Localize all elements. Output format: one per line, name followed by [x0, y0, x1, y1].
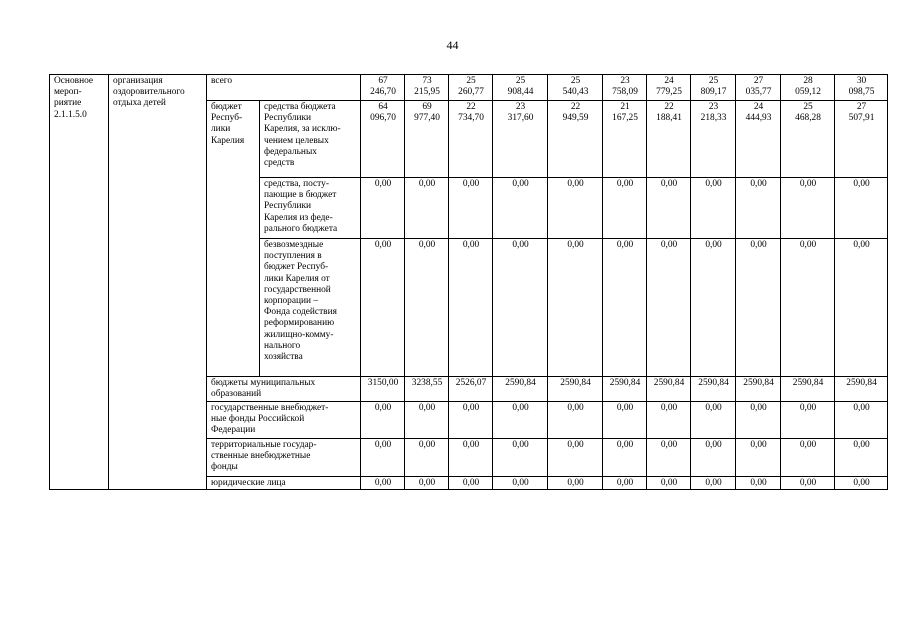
table-cell: 0,00	[548, 178, 603, 239]
table-cell: 3238,55	[405, 377, 449, 402]
table-cell: 2590,84	[736, 377, 781, 402]
table-cell: 0,00	[405, 178, 449, 239]
table-cell: 2590,84	[548, 377, 603, 402]
table-cell: 25 809,17	[691, 75, 736, 101]
table-cell: 23 758,09	[603, 75, 647, 101]
table-cell: 24 779,25	[647, 75, 691, 101]
table-cell: 0,00	[493, 402, 548, 439]
table-cell: 0,00	[361, 239, 405, 377]
table-cell: 0,00	[493, 239, 548, 377]
table-cell: 0,00	[781, 239, 835, 377]
table-cell: 0,00	[691, 477, 736, 490]
table-cell: 0,00	[449, 239, 493, 377]
table-cell: 0,00	[449, 439, 493, 477]
row-label: средства бюджета Республики Карелия, за исклю- чением целевых федеральных средств	[260, 101, 361, 178]
row-label: территориальные государ- ственные внебюджетные фонды	[207, 439, 361, 477]
row-label: средства, посту- пающие в бюджет Республики Карелия из феде- рального бюджета	[260, 178, 361, 239]
table-cell: 22 188,41	[647, 101, 691, 178]
table-cell: 25 468,28	[781, 101, 835, 178]
table-cell: 0,00	[449, 477, 493, 490]
table-cell: 0,00	[647, 239, 691, 377]
table-cell: 0,00	[736, 178, 781, 239]
table-cell: 0,00	[781, 178, 835, 239]
table-cell: 2526,07	[449, 377, 493, 402]
table-cell: 28 059,12	[781, 75, 835, 101]
table-cell: 73 215,95	[405, 75, 449, 101]
table-cell: 2590,84	[691, 377, 736, 402]
table-cell: 0,00	[361, 402, 405, 439]
table-cell: 22 734,70	[449, 101, 493, 178]
table-cell: 22 949,59	[548, 101, 603, 178]
table-cell: 25 908,44	[493, 75, 548, 101]
table-cell: 27 507,91	[835, 101, 888, 178]
table-cell: 0,00	[603, 239, 647, 377]
table-cell: 25 540,43	[548, 75, 603, 101]
table-cell: 0,00	[493, 178, 548, 239]
table-cell: 0,00	[603, 439, 647, 477]
row-label: бюджеты муниципальных образований	[207, 377, 361, 402]
table-cell: 0,00	[736, 402, 781, 439]
table-cell: 0,00	[691, 178, 736, 239]
table-cell: 69 977,40	[405, 101, 449, 178]
row-label: юридические лица	[207, 477, 361, 490]
table-cell: 0,00	[548, 239, 603, 377]
table-cell: 3150,00	[361, 377, 405, 402]
table-cell: 0,00	[781, 439, 835, 477]
table-cell: 0,00	[781, 477, 835, 490]
table-cell: 0,00	[736, 439, 781, 477]
row-label: всего	[207, 75, 361, 101]
table-cell: 0,00	[736, 477, 781, 490]
table-cell: 2590,84	[835, 377, 888, 402]
table-cell: 0,00	[603, 477, 647, 490]
table-cell: 0,00	[603, 178, 647, 239]
table-cell: 0,00	[647, 178, 691, 239]
table-cell: 0,00	[835, 439, 888, 477]
table-cell: 2590,84	[647, 377, 691, 402]
table-cell: 0,00	[691, 439, 736, 477]
table-cell: 0,00	[603, 402, 647, 439]
table-cell: 0,00	[835, 477, 888, 490]
table-cell: 0,00	[647, 439, 691, 477]
table-cell: 0,00	[736, 239, 781, 377]
table-cell: 0,00	[405, 477, 449, 490]
table-cell: 67 246,70	[361, 75, 405, 101]
table-cell: 2590,84	[603, 377, 647, 402]
financing-table	[49, 74, 888, 490]
table-cell: 30 098,75	[835, 75, 888, 101]
table-cell: 0,00	[691, 402, 736, 439]
table-cell: 0,00	[493, 439, 548, 477]
table-cell: 0,00	[405, 439, 449, 477]
table-cell: 0,00	[647, 477, 691, 490]
table-cell: 0,00	[361, 439, 405, 477]
table-cell: 0,00	[835, 402, 888, 439]
row-label: государственные внебюджет- ные фонды Российской Федерации	[207, 402, 361, 439]
table-cell: 0,00	[835, 178, 888, 239]
activity-code: Основное мероп- риятие 2.1.1.5.0	[50, 75, 109, 490]
table-cell: 0,00	[781, 402, 835, 439]
table-cell: 0,00	[548, 477, 603, 490]
table-cell: 0,00	[548, 402, 603, 439]
table-cell: 0,00	[647, 402, 691, 439]
table-cell: 0,00	[361, 178, 405, 239]
row-label: безвозмездные поступления в бюджет Респуб- лики Карелия от государственной корпорации – Фонда содействия реформированию жилищно-комму- нального хозяйства	[260, 239, 361, 377]
table-cell: 0,00	[548, 439, 603, 477]
page-number: 44	[446, 38, 459, 52]
table-cell: 0,00	[405, 239, 449, 377]
activity-name: организация оздоровительного отдыха детей	[109, 75, 207, 490]
table-cell: 23 317,60	[493, 101, 548, 178]
table-cell: 0,00	[449, 402, 493, 439]
table-cell: 64 096,70	[361, 101, 405, 178]
table-cell: 2590,84	[493, 377, 548, 402]
table-cell: 27 035,77	[736, 75, 781, 101]
table-cell: 21 167,25	[603, 101, 647, 178]
table-cell: 24 444,93	[736, 101, 781, 178]
budget-group-label: бюджет Респуб- лики Карелия	[207, 101, 260, 377]
table-cell: 23 218,33	[691, 101, 736, 178]
table-cell: 0,00	[449, 178, 493, 239]
table-cell: 25 260,77	[449, 75, 493, 101]
table-cell: 0,00	[493, 477, 548, 490]
table-row	[50, 75, 888, 101]
table-cell: 0,00	[361, 477, 405, 490]
table-cell: 2590,84	[781, 377, 835, 402]
table-cell: 0,00	[835, 239, 888, 377]
table-cell: 0,00	[691, 239, 736, 377]
table-cell: 0,00	[405, 402, 449, 439]
